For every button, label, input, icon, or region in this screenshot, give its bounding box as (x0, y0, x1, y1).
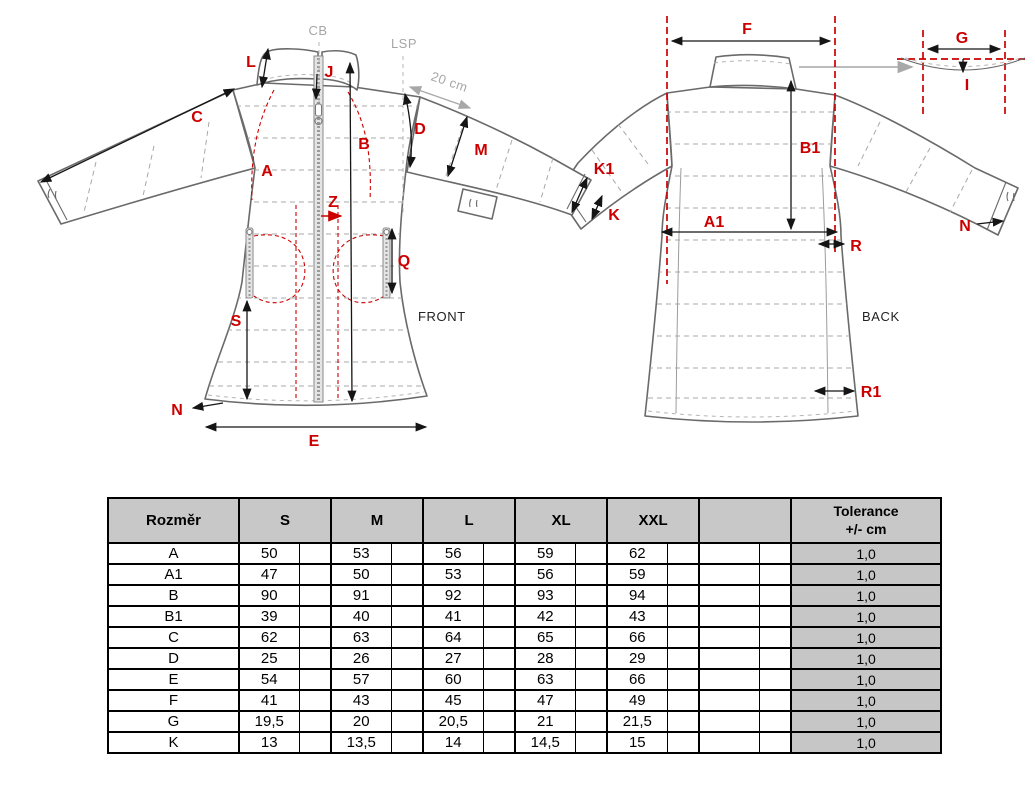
size-value-cell: 63 (331, 627, 391, 648)
tolerance-cell: 1,0 (791, 690, 941, 711)
label-B1: B1 (799, 140, 821, 157)
dimension-code-cell: D (108, 648, 239, 669)
size-value-cell: 56 (515, 564, 575, 585)
empty-subcell (759, 627, 791, 648)
size-value-cell: 66 (607, 627, 667, 648)
header-size-m: M (331, 498, 423, 543)
empty-subcell (575, 732, 607, 753)
dimension-code-cell: C (108, 627, 239, 648)
label-E: E (308, 433, 320, 450)
empty-size-cell (699, 690, 759, 711)
tolerance-cell: 1,0 (791, 711, 941, 732)
size-value-cell: 50 (239, 543, 299, 564)
tolerance-cell: 1,0 (791, 543, 941, 564)
back-caption: BACK (862, 309, 900, 324)
empty-subcell (391, 543, 423, 564)
size-value-cell: 39 (239, 606, 299, 627)
tolerance-cell: 1,0 (791, 669, 941, 690)
size-value-cell: 20,5 (423, 711, 483, 732)
size-value-cell: 42 (515, 606, 575, 627)
label-D: D (414, 121, 426, 138)
label-J: J (324, 64, 334, 81)
guide-lsp-label: LSP (390, 36, 418, 51)
empty-subcell (483, 690, 515, 711)
size-value-cell: 43 (607, 606, 667, 627)
size-value-cell: 57 (331, 669, 391, 690)
empty-subcell (483, 606, 515, 627)
empty-subcell (759, 732, 791, 753)
tolerance-header-line1: Tolerance (833, 503, 899, 519)
empty-subcell (391, 564, 423, 585)
label-K1: K1 (593, 161, 615, 178)
size-value-cell: 13 (239, 732, 299, 753)
label-Z: Z (328, 194, 338, 211)
empty-subcell (299, 732, 331, 753)
size-value-cell: 41 (423, 606, 483, 627)
zipper-pull (316, 104, 322, 116)
size-value-cell: 28 (515, 648, 575, 669)
dimension-code-cell: A1 (108, 564, 239, 585)
empty-subcell (299, 711, 331, 732)
empty-subcell (575, 627, 607, 648)
empty-subcell (483, 732, 515, 753)
size-value-cell: 47 (239, 564, 299, 585)
header-dimension: Rozměr (108, 498, 239, 543)
size-value-cell: 94 (607, 585, 667, 606)
label-M: M (474, 142, 488, 159)
table-row (108, 669, 941, 690)
empty-subcell (483, 627, 515, 648)
empty-subcell (391, 606, 423, 627)
size-value-cell: 56 (423, 543, 483, 564)
empty-subcell (575, 543, 607, 564)
empty-subcell (299, 564, 331, 585)
label-N-front: N (171, 402, 183, 419)
size-value-cell: 21,5 (607, 711, 667, 732)
dimension-code-cell: F (108, 690, 239, 711)
size-value-cell: 13,5 (331, 732, 391, 753)
dimension-code-cell: G (108, 711, 239, 732)
table-row (108, 690, 941, 711)
size-value-cell: 19,5 (239, 711, 299, 732)
table-row (108, 564, 941, 585)
empty-subcell (667, 606, 699, 627)
dimension-code-cell: K (108, 732, 239, 753)
table-row (108, 606, 941, 627)
label-Q: Q (397, 253, 411, 270)
empty-subcell (391, 627, 423, 648)
header-size-xl: XL (515, 498, 607, 543)
empty-subcell (759, 543, 791, 564)
size-value-cell: 65 (515, 627, 575, 648)
table-row (108, 585, 941, 606)
tolerance-cell: 1,0 (791, 732, 941, 753)
empty-subcell (667, 669, 699, 690)
size-value-cell: 91 (331, 585, 391, 606)
sleeve-tab (458, 189, 497, 219)
front-view (38, 49, 591, 405)
label-R1: R1 (860, 384, 882, 401)
tolerance-cell: 1,0 (791, 627, 941, 648)
empty-subcell (759, 585, 791, 606)
size-value-cell: 62 (239, 627, 299, 648)
empty-subcell (299, 543, 331, 564)
empty-subcell (391, 669, 423, 690)
pocket-zipper-left (246, 228, 253, 298)
empty-size-cell (699, 669, 759, 690)
empty-subcell (299, 690, 331, 711)
size-value-cell: 64 (423, 627, 483, 648)
front-collar-left (257, 49, 318, 85)
table-row (108, 711, 941, 732)
empty-subcell (391, 711, 423, 732)
size-value-cell: 60 (423, 669, 483, 690)
dimension-code-cell: B (108, 585, 239, 606)
empty-subcell (575, 711, 607, 732)
tolerance-header-line2: +/- cm (845, 520, 887, 537)
empty-subcell (575, 690, 607, 711)
size-value-cell: 93 (515, 585, 575, 606)
size-value-cell: 59 (515, 543, 575, 564)
empty-subcell (575, 564, 607, 585)
table-row (108, 543, 941, 564)
size-table (107, 497, 942, 754)
empty-subcell (483, 648, 515, 669)
label-C: C (191, 109, 203, 126)
empty-subcell (575, 585, 607, 606)
empty-subcell (575, 648, 607, 669)
empty-subcell (667, 732, 699, 753)
size-value-cell: 50 (331, 564, 391, 585)
label-G: G (955, 30, 969, 47)
size-value-cell: 59 (607, 564, 667, 585)
dimension-code-cell: A (108, 543, 239, 564)
pocket-zipper-right (383, 228, 390, 298)
label-A1: A1 (703, 214, 725, 231)
label-K: K (608, 207, 620, 224)
size-value-cell: 25 (239, 648, 299, 669)
label-A: A (261, 163, 273, 180)
front-caption: FRONT (418, 309, 466, 324)
size-value-cell: 14 (423, 732, 483, 753)
front-right-sleeve (407, 97, 591, 215)
table-header-row (108, 498, 941, 543)
empty-subcell (575, 606, 607, 627)
back-view (557, 55, 1018, 422)
table-row (108, 627, 941, 648)
empty-subcell (667, 648, 699, 669)
tolerance-cell: 1,0 (791, 606, 941, 627)
size-value-cell: 49 (607, 690, 667, 711)
label-I: I (964, 77, 970, 94)
empty-subcell (483, 585, 515, 606)
empty-subcell (759, 690, 791, 711)
empty-subcell (667, 711, 699, 732)
empty-subcell (759, 564, 791, 585)
dimension-code-cell: B1 (108, 606, 239, 627)
label-B: B (358, 136, 370, 153)
empty-subcell (759, 648, 791, 669)
empty-subcell (575, 669, 607, 690)
tolerance-cell: 1,0 (791, 585, 941, 606)
empty-subcell (483, 564, 515, 585)
tolerance-cell: 1,0 (791, 564, 941, 585)
empty-subcell (667, 564, 699, 585)
empty-subcell (483, 669, 515, 690)
empty-size-cell (699, 543, 759, 564)
empty-subcell (483, 711, 515, 732)
empty-subcell (299, 669, 331, 690)
tolerance-cell: 1,0 (791, 648, 941, 669)
empty-subcell (299, 606, 331, 627)
empty-subcell (759, 606, 791, 627)
empty-subcell (667, 585, 699, 606)
size-value-cell: 90 (239, 585, 299, 606)
size-value-cell: 53 (331, 543, 391, 564)
label-F: F (742, 21, 752, 38)
header-size-l: L (423, 498, 515, 543)
size-value-cell: 66 (607, 669, 667, 690)
empty-size-cell (699, 627, 759, 648)
label-R: R (850, 238, 862, 255)
empty-size-cell (699, 711, 759, 732)
size-value-cell: 41 (239, 690, 299, 711)
size-value-cell: 47 (515, 690, 575, 711)
size-value-cell: 14,5 (515, 732, 575, 753)
empty-subcell (391, 732, 423, 753)
label-N-back: N (959, 218, 971, 235)
empty-subcell (759, 711, 791, 732)
empty-size-cell (699, 606, 759, 627)
empty-subcell (391, 690, 423, 711)
label-L: L (246, 54, 256, 71)
empty-size-cell (699, 564, 759, 585)
table-row (108, 648, 941, 669)
empty-subcell (483, 543, 515, 564)
empty-subcell (299, 648, 331, 669)
header-size-xxl: XXL (607, 498, 699, 543)
guide-cb-label: CB (308, 23, 328, 38)
size-value-cell: 26 (331, 648, 391, 669)
size-value-cell: 63 (515, 669, 575, 690)
size-table-body (108, 543, 941, 753)
size-value-cell: 92 (423, 585, 483, 606)
header-size-empty (699, 498, 791, 543)
size-value-cell: 27 (423, 648, 483, 669)
empty-subcell (759, 669, 791, 690)
empty-subcell (299, 627, 331, 648)
empty-size-cell (699, 585, 759, 606)
empty-subcell (391, 648, 423, 669)
empty-subcell (667, 543, 699, 564)
size-value-cell: 53 (423, 564, 483, 585)
center-front-zipper (314, 56, 323, 402)
guide-20cm-label: 20 cm (429, 68, 470, 96)
size-value-cell: 43 (331, 690, 391, 711)
empty-subcell (299, 585, 331, 606)
size-value-cell: 15 (607, 732, 667, 753)
label-S: S (230, 313, 242, 330)
back-collar (710, 55, 796, 89)
front-left-sleeve (38, 90, 255, 224)
size-value-cell: 62 (607, 543, 667, 564)
measure-N-front-arrow (193, 403, 223, 408)
size-value-cell: 54 (239, 669, 299, 690)
size-value-cell: 40 (331, 606, 391, 627)
size-value-cell: 21 (515, 711, 575, 732)
header-size-s: S (239, 498, 331, 543)
empty-subcell (667, 627, 699, 648)
empty-subcell (667, 690, 699, 711)
empty-size-cell (699, 732, 759, 753)
size-value-cell: 45 (423, 690, 483, 711)
header-tolerance (791, 498, 941, 543)
size-value-cell: 29 (607, 648, 667, 669)
dimension-code-cell: E (108, 669, 239, 690)
table-row (108, 732, 941, 753)
empty-size-cell (699, 648, 759, 669)
empty-subcell (391, 585, 423, 606)
size-value-cell: 20 (331, 711, 391, 732)
